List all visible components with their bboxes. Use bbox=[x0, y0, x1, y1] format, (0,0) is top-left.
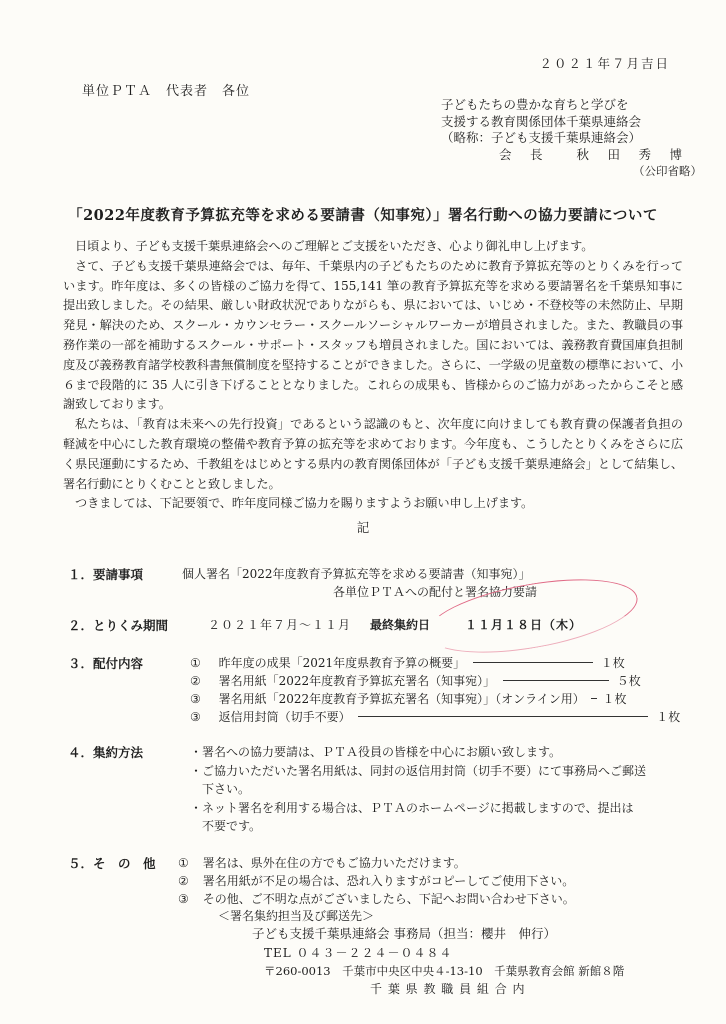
sender-line-3: （略称：子ども支援千葉県連絡会） bbox=[441, 130, 642, 145]
row-number: ② bbox=[178, 874, 189, 888]
row-number: ① bbox=[178, 856, 189, 870]
sender-line-2: 支援する教育関係団体千葉県連絡会 bbox=[441, 113, 642, 129]
row-quantity: １枚 bbox=[602, 692, 627, 706]
method-bullet: ・ネット署名を利用する場合は、ＰＴＡのホームページに掲載しますので、提出は bbox=[190, 800, 634, 815]
method-bullet: ・署名への協力要請は、ＰＴＡ役員の皆様を中心にお願い致します。 bbox=[190, 745, 562, 759]
contact-organization: 子ども支援千葉県連絡会 事務局（担当：櫻井 伸行） bbox=[252, 926, 556, 941]
row-number: ③ bbox=[190, 710, 201, 724]
row-text: 昨年度の成果「2021年度県教育予算の概要」 bbox=[218, 656, 466, 670]
recipient-line: 単位ＰＴＡ 代表者 各位 bbox=[82, 84, 251, 99]
row-quantity: １枚 bbox=[600, 656, 625, 670]
row-number: ② bbox=[190, 674, 201, 688]
item-2-label: ２．とりくみ期間 bbox=[68, 618, 169, 633]
other-note bbox=[178, 872, 575, 890]
other-note bbox=[178, 890, 575, 908]
period-text: ２０２１年７月～１１月 bbox=[208, 618, 352, 632]
contact-telephone: TEL ０４３－２２４－０４８４ bbox=[264, 946, 453, 960]
row-text: 署名用紙「2022年度教育予算拡充署名（知事宛）」（オンライン用） bbox=[218, 692, 585, 706]
sender-line-1: 子どもたちの豊かな育ちと学びを bbox=[441, 97, 629, 112]
leader-line bbox=[503, 680, 609, 681]
final-collection-label: 最終集約日 bbox=[370, 618, 431, 632]
row-number: ③ bbox=[178, 892, 189, 906]
row-number: ③ bbox=[190, 692, 201, 706]
method-bullet: 下さい。 bbox=[190, 782, 251, 796]
row-text: 返信用封筒（切手不要） bbox=[218, 710, 351, 724]
method-bullet: 不要です。 bbox=[190, 819, 262, 833]
row-text: 署名用紙が不足の場合は、恐れ入りますがコピーしてご使用下さい。 bbox=[202, 874, 575, 888]
body-paragraph: さて、子ども支援千葉県連絡会では、毎年、千葉県内の子どもたちのために教育予算拡充等のとりくみを行っています。昨年度は、多くの皆様のご協力を得て、155,141 筆の教育予算拡充等を求める要請署名を千葉県知事に提出致しました。その結果、厳しい財政状況でありながらも、県においては、いじめ・不登校等の未然防止、早期発見・解決のため、スクール・カウンセラー・スクールソーシャルワーカーが増員されました。また、教職員の事務作業の一部を補助するスクール・サポート・スタッフも増員されました。国においては、義務教育費国庫負担制度及び義務教育諸学校教科書無償制度を堅持することができました。さらに、一学級の児童数の標準において、小６まで段階的に 35 人に引き下げることとなりました。これらの成果も、皆様からのご協力があったからこそと感謝致しております。 bbox=[63, 258, 683, 412]
body-paragraph: つきましては、下記要領で、昨年度同様ご協力を賜りますようお願い申し上げます。 bbox=[75, 496, 534, 511]
other-note bbox=[178, 854, 575, 872]
collection-method-list bbox=[190, 743, 646, 836]
distribution-row bbox=[190, 690, 660, 708]
row-text: 署名用紙「2022年度教育予算拡充署名（知事宛）」 bbox=[218, 674, 496, 688]
issue-date: ２０２１年７月吉日 bbox=[539, 56, 670, 71]
row-text: その他、ご不明な点がございましたら、下記へお問い合わせ下さい。 bbox=[202, 892, 575, 906]
final-collection-date: １１月１８日（木） bbox=[465, 618, 583, 632]
body-paragraph: 私たちは、「教育は未来への先行投資」であるという認識のもと、次年度に向けましても教育費の保護者負担の軽減を中心にした教育環境の整備や教育予算の拡充等を求めております。今年度も、こうしたとりくみをさらに広く県民運動にするため、千教組をはじめとする県内の教育関係団体が「子ども支援千葉県連絡会」として結集し、署名行動にとりくむことと致しました。 bbox=[63, 417, 683, 491]
sender-block bbox=[441, 97, 703, 180]
sender-chair: 会 長 秋 田 秀 博 bbox=[499, 146, 686, 162]
item-4-label: ４．集約方法 bbox=[68, 745, 144, 760]
seal-omitted-note: （公印省略） bbox=[633, 164, 703, 178]
item-5-label: ５．そ の 他 bbox=[68, 856, 156, 871]
distribution-row bbox=[190, 672, 660, 690]
contact-union: 千 葉 県 教 職 員 組 合 内 bbox=[370, 982, 526, 996]
item-1-line-2: 各単位ＰＴＡへの配付と署名協力要請 bbox=[333, 585, 538, 599]
leader-line bbox=[358, 716, 648, 717]
method-bullet: ・ご協力いただいた署名用紙は、同封の返信用封筒（切手不要）にて事務局へご郵送 bbox=[190, 763, 647, 778]
row-quantity: ５枚 bbox=[616, 674, 641, 688]
leader-line bbox=[591, 698, 597, 699]
item-1-line-1: 個人署名「2022年度教育予算拡充等を求める要請書（知事宛）」 bbox=[182, 567, 531, 581]
item-3-label: ３．配付内容 bbox=[68, 656, 144, 671]
row-quantity: １枚 bbox=[656, 710, 681, 724]
leader-line bbox=[473, 662, 593, 663]
body-text bbox=[63, 237, 683, 514]
other-notes-list bbox=[178, 854, 575, 908]
item-1-label: １．要請事項 bbox=[68, 567, 144, 582]
document-title: 「2022年度教育予算拡充等を求める要請書（知事宛）」署名行動への協力要請について bbox=[68, 207, 658, 224]
distribution-row bbox=[190, 654, 660, 672]
body-paragraph: 日頃より、子ども支援千葉県連絡会へのご理解とご支援をいただき、心より御礼申し上げます。 bbox=[75, 239, 594, 253]
contact-address: 〒260-0013 千葉市中央区中央４-13-10 千葉県教育会館 新館８階 bbox=[264, 964, 625, 978]
distribution-row bbox=[190, 708, 681, 726]
contact-heading: ＜署名集約担当及び郵送先＞ bbox=[218, 909, 375, 923]
ki-heading: 記 bbox=[356, 520, 370, 535]
row-number: ① bbox=[190, 656, 201, 670]
row-text: 署名は、県外在住の方でもご協力いただけます。 bbox=[202, 856, 466, 870]
